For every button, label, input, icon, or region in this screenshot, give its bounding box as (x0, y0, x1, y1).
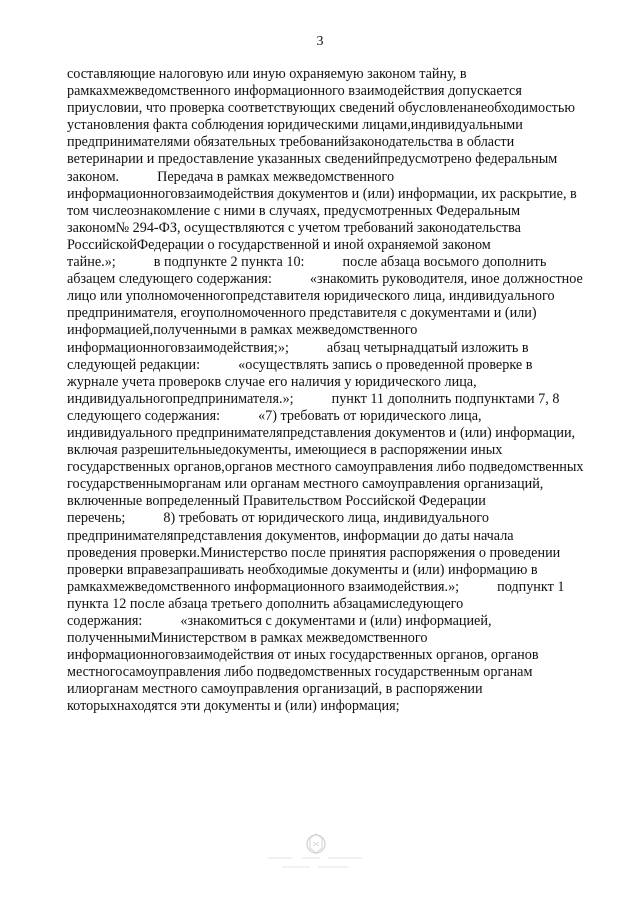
text-line: органов местного самоуправления либо подведомственных государственным (67, 459, 584, 493)
text-line: 8) требовать от юридического лица, индивидуального предпринимателя (67, 510, 489, 544)
text-line: «осуществлять запись о проведенной проверке в журнале учета проверок (67, 356, 533, 390)
text-line: органам или органам местного самоуправления организаций, включенные в (67, 476, 544, 510)
text-line: представителя юридического лица, индивидуального предпринимателя, его (67, 288, 555, 322)
text-line: полученными в рамках межведомственного информационного (67, 322, 418, 356)
text-line: взаимодействия;»; (177, 339, 289, 356)
text-line: абзац четырнадцатый изложить в следующей редакции: (67, 339, 529, 373)
text-line: ознакомление с ними в случаях, предусмотренных Федеральным законом (67, 202, 521, 236)
text-line: взаимодействия документов и (или) информации, их раскрытие, в том числе (67, 185, 577, 219)
text-line: составляющие налоговую или иную охраняемую законом тайну, в рамках (67, 66, 467, 100)
text-line: органам местного самоуправления организаций, в распоряжении которых (67, 681, 483, 715)
text-line: в подпункте 2 пункта 10: (153, 254, 305, 271)
text-line: самоуправления либо подведомственных государственным органам или (67, 664, 533, 698)
text-line: Министерство после принятия распоряжения о проведении проверки вправе (67, 544, 561, 578)
text-line: законодательства в области ветеринарии и предоставление указанных сведений (67, 134, 515, 168)
text-line: в случае его наличия у юридического лица, индивидуального (67, 373, 477, 407)
faint-stamp-text-marks (262, 852, 372, 872)
text-line: запрашивать необходимые документы и (или) информацию в рамках (67, 561, 538, 595)
document-body (67, 66, 585, 716)
text-line: № 294-ФЗ, осуществляются с учетом требований законодательства Российской (67, 219, 521, 253)
text-line: после абзаца восьмого дополнить абзацем следующего содержания: (67, 254, 547, 288)
text-line: условии, что проверка соответствующих сведений обусловлена (89, 100, 474, 117)
text-line: представления документов, информации до даты начала проведения проверки. (67, 527, 514, 561)
text-line: «знакомиться с документами и (или) информацией, полученными (67, 613, 492, 647)
text-line: Министерством в рамках межведомственного информационного (67, 630, 428, 664)
text-line: предпринимателя.»; (172, 390, 294, 407)
text-line: взаимодействия от иных государственных органов, органов местного (67, 647, 539, 681)
text-line: индивидуальными предпринимателями обязательных требований (67, 117, 523, 151)
text-line: пункт 11 дополнить подпунктами 7, 8 следующего содержания: (67, 390, 560, 424)
text-line: «знакомить руководителя, иное должностное лицо или уполномоченного (67, 271, 583, 305)
page-number: 3 (316, 34, 324, 49)
text-line: предусмотрено федеральным законом. (67, 151, 558, 185)
text-line: определенный Правительством Российской Федерации перечень; (67, 493, 486, 527)
text-line: подпункт 1 пункта 12 после абзаца третьего дополнить абзацами (67, 578, 565, 612)
text-line: межведомственного информационного взаимодействия.»; (109, 578, 460, 595)
text-line: «7) требовать от юридического лица, индивидуального предпринимателя (67, 407, 482, 441)
text-line: межведомственного информационного взаимодействия допускается при (67, 83, 522, 117)
text-line: Федерации о государственной и иной охраняемой законом тайне.»; (67, 236, 491, 271)
text-line: находятся эти документы и (или) информация; (116, 698, 400, 715)
text-line: Передача в рамках межведомственного информационного (67, 168, 395, 202)
text-line: представления документов и (или) информации, включая разрешительные (67, 424, 576, 459)
text-line: уполномоченного представителя с документами и (или) информацией, (67, 305, 537, 339)
text-line: следующего содержания: (67, 595, 464, 629)
text-line: документы, имеющиеся в распоряжении иных государственных органов, (67, 442, 503, 476)
text-line: необходимостью установления факта соблюдения юридическими лицами, (67, 100, 575, 134)
